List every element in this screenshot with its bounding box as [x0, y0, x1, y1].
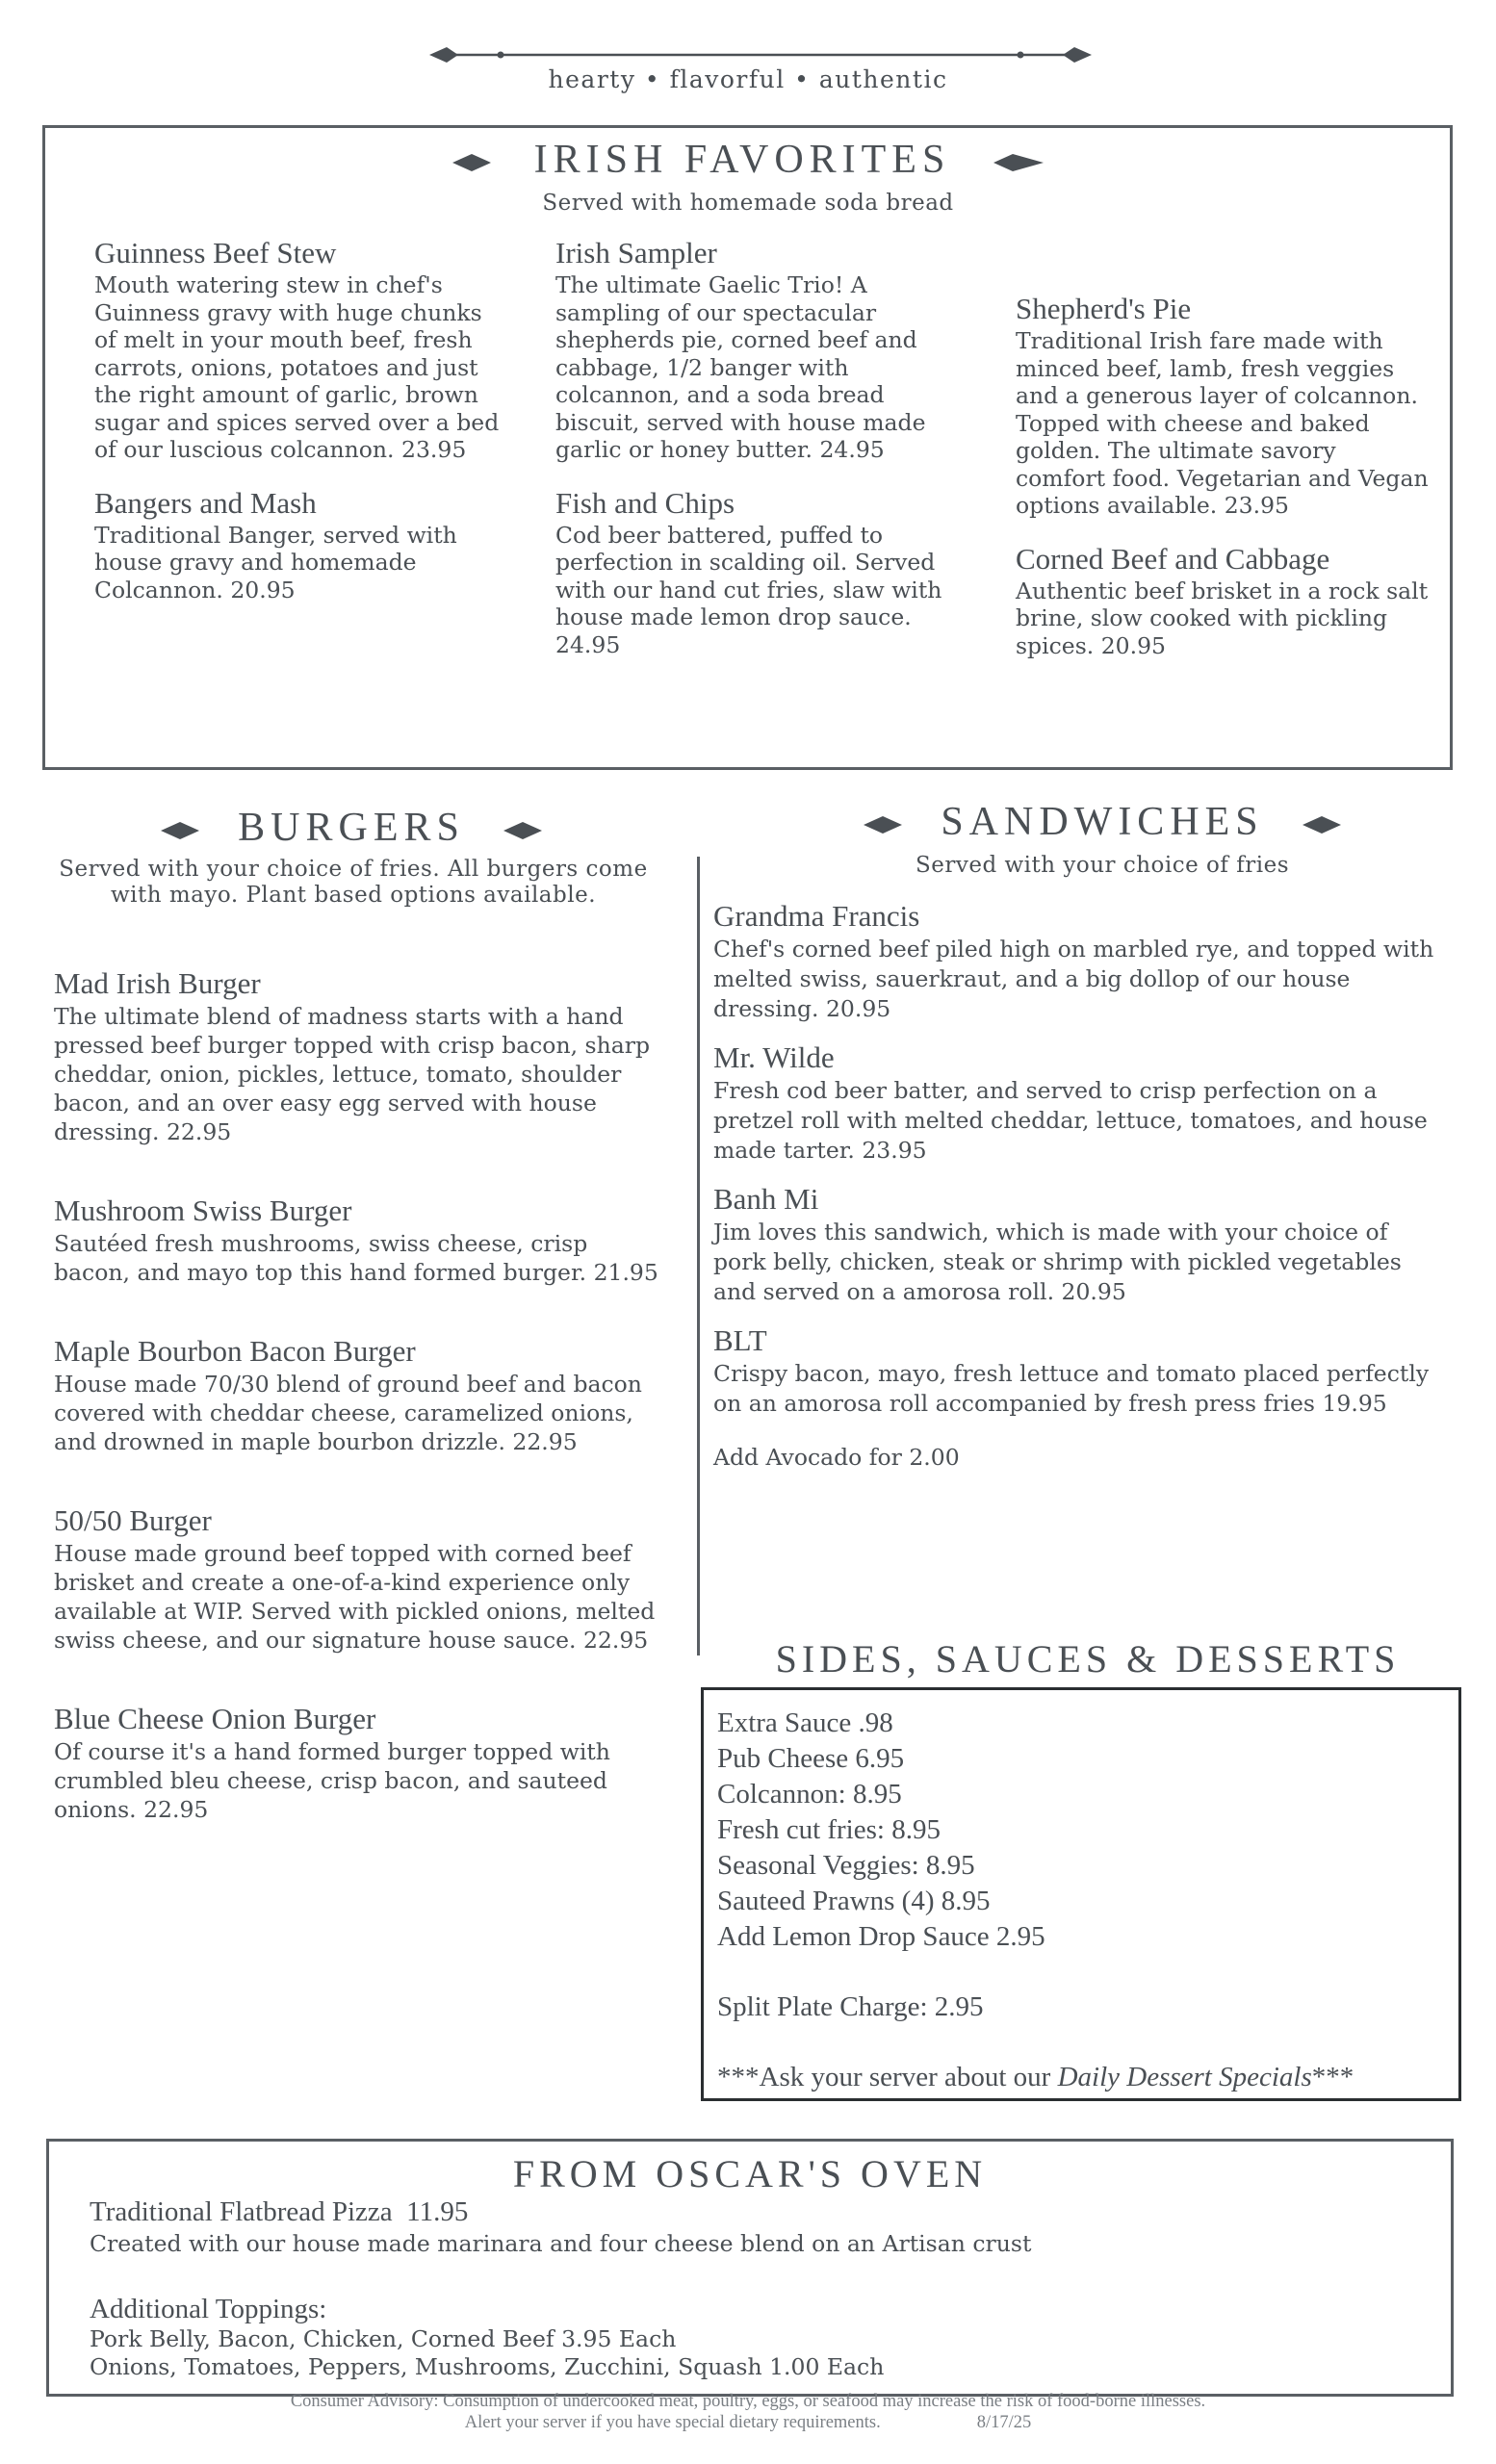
side-item: Sauteed Prawns (4) 8.95	[717, 1886, 991, 1916]
pizza-description: Created with our house made marinara and four cheese blend on an Artisan crust	[90, 2230, 1032, 2257]
menu-item	[713, 1040, 1445, 1166]
item-price: 22.95	[582, 1627, 649, 1654]
menu-date: 8/17/25	[976, 2413, 1032, 2432]
avocado-addon: Add Avocado for 2.00	[713, 1444, 960, 1471]
item-description: Crispy bacon, mayo, fresh lettuce and tomato placed perfectly on an amorosa roll accompanied by fresh press fries 19.95	[713, 1360, 1430, 1417]
pizza-name: Traditional Flatbread Pizza 11.95	[90, 2196, 469, 2227]
sides-list	[717, 1706, 1354, 2095]
split-plate-charge: Split Plate Charge: 2.95	[717, 1991, 984, 2022]
diamond-right-icon	[502, 820, 544, 841]
dessert-specials-note: ***Ask your server about our Daily Dessert Specials***	[717, 2062, 1354, 2092]
item-description: Of course it's a hand formed burger topped with crumbled bleu cheese, crisp bacon, and sauteed onions. 22.95	[54, 1738, 610, 1823]
item-price: 20.95	[230, 576, 296, 603]
item-description: The ultimate Gaelic Trio! A sampling of our spectacular shepherds pie, corned beef and cabbage, 1/2 banger with colcannon, and a soda bread biscuit, served with house made garlic or honey butter. 24.95	[555, 271, 926, 463]
irish-favorites-heading	[0, 137, 1496, 183]
oscars-oven-section	[46, 2139, 1454, 2397]
item-name: Corned Beef and Cabbage	[1016, 541, 1330, 576]
burgers-title: BURGERS	[238, 806, 465, 850]
burgers-list	[54, 965, 670, 1824]
item-price: 22.95	[166, 1118, 232, 1145]
item-description: House made ground beef topped with corned beef brisket and create a one-of-a-kind experience only available at WIP. Served with pickled onions, melted swiss cheese, and our signature house sauce. 22.95	[54, 1540, 656, 1654]
sides-section	[701, 1687, 1461, 2101]
item-name: Fish and Chips	[555, 485, 735, 520]
item-name: 50/50 Burger	[54, 1503, 212, 1537]
item-name: Guinness Beef Stew	[94, 236, 337, 270]
item-name: Grandma Francis	[713, 899, 920, 933]
item-description: Traditional Irish fare made with minced beef, lamb, fresh veggies and a generous layer of colcannon. Topped with cheese and baked golden. The ultimate savory comfort food. Vegetarian and Vegan options available. 23.95	[1016, 327, 1429, 519]
menu-item	[555, 485, 971, 659]
item-name: BLT	[713, 1323, 767, 1357]
toppings-line: Onions, Tomatoes, Peppers, Mushrooms, Zucchini, Squash 1.00 Each	[90, 2353, 885, 2380]
item-price: 20.95	[1100, 631, 1166, 659]
sides-heading: SIDES, SAUCES & DESSERTS	[775, 1637, 1401, 1681]
item-name: Maple Bourbon Bacon Burger	[54, 1334, 416, 1368]
menu-item	[713, 1322, 1445, 1419]
item-description: Traditional Banger, served with house gravy and homemade Colcannon. 20.95	[94, 521, 457, 603]
sandwiches-subtitle: Served with your choice of fries	[915, 853, 1290, 878]
side-item: Add Lemon Drop Sauce 2.95	[717, 1921, 1045, 1952]
item-price: 23.95	[862, 1137, 927, 1164]
item-price: 23.95	[401, 436, 467, 463]
diamond-right-icon	[1301, 814, 1343, 835]
advisory-line: Consumer Advisory: Consumption of undercooked meat, poultry, eggs, or seafood may increase the risk of food-borne illnesses.	[290, 2392, 1206, 2411]
irish-favorites-title: IRISH FAVORITES	[533, 138, 951, 182]
item-price: 21.95	[593, 1259, 658, 1286]
menu-item	[713, 898, 1445, 1024]
side-item: Extra Sauce .98	[717, 1707, 893, 1738]
side-item: Pub Cheese 6.95	[717, 1743, 905, 1774]
menu-item	[1016, 541, 1432, 660]
diamond-left-icon	[159, 820, 201, 841]
item-price: 20.95	[825, 995, 891, 1022]
item-price: 23.95	[1224, 492, 1290, 519]
menu-item	[54, 1193, 670, 1287]
item-price: 20.95	[1061, 1278, 1126, 1305]
item-description: House made 70/30 blend of ground beef and bacon covered with cheddar cheese, caramelized onions, and drowned in maple bourbon drizzle. 22.95	[54, 1371, 642, 1455]
sandwiches-heading	[722, 799, 1483, 845]
item-description: Chef's corned beef piled high on marbled rye, and topped with melted swiss, sauerkraut, and a big dollop of our house dressing. 20.95	[713, 936, 1434, 1022]
item-description: Sautéed fresh mushrooms, swiss cheese, crisp bacon, and mayo top this hand formed burger. 21.95	[54, 1230, 658, 1286]
menu-item	[94, 485, 510, 604]
menu-item	[54, 965, 670, 1146]
item-name: Irish Sampler	[555, 236, 717, 270]
burgers-subtitle: Served with your choice of fries. All burgers come with mayo. Plant based options available.	[59, 857, 648, 908]
item-description: Authentic beef brisket in a rock salt brine, slow cooked with pickling spices. 20.95	[1016, 577, 1429, 659]
irish-favorites-subtitle: Served with homemade soda bread	[542, 191, 954, 216]
item-name: Shepherd's Pie	[1016, 292, 1192, 325]
column-divider	[697, 857, 700, 1656]
item-price: 24.95	[819, 436, 885, 463]
item-name: Blue Cheese Onion Burger	[54, 1702, 376, 1735]
item-price: 22.95	[143, 1796, 209, 1823]
oven-content	[90, 2195, 1418, 2381]
diamond-left-icon	[451, 152, 493, 173]
item-price: 24.95	[555, 630, 621, 658]
item-description: Mouth watering stew in chef's Guinness gravy with huge chunks of melt in your mouth beef, fresh carrots, onions, potatoes and just the right amount of garlic, brown sugar and spices served over a bed of our luscious colcannon. 23.95	[94, 271, 500, 463]
sandwiches-list	[713, 898, 1445, 1472]
item-name: Mr. Wilde	[713, 1040, 835, 1074]
menu-item	[1016, 291, 1432, 520]
item-name: Mad Irish Burger	[54, 966, 261, 1000]
menu-item	[713, 1181, 1445, 1307]
irish-column-3	[1016, 291, 1432, 659]
tagline: hearty • flavorful • authentic	[548, 65, 948, 93]
consumer-advisory	[0, 2391, 1496, 2433]
toppings-line: Pork Belly, Bacon, Chicken, Corned Beef 3.95 Each	[90, 2325, 677, 2352]
item-price: 22.95	[512, 1428, 578, 1455]
item-description: The ultimate blend of madness starts with a hand pressed beef burger topped with crisp bacon, sharp cheddar, onion, pickles, lettuce, tomato, shoulder bacon, and an over easy egg served with house dressing. 22.95	[54, 1003, 650, 1145]
item-name: Bangers and Mash	[94, 485, 317, 520]
item-description: Fresh cod beer batter, and served to crisp perfection on a pretzel roll with melted cheddar, lettuce, tomatoes, and house made tarter. 23.95	[713, 1077, 1428, 1164]
side-item: Seasonal Veggies: 8.95	[717, 1850, 975, 1881]
toppings-title: Additional Toppings:	[90, 2294, 327, 2324]
oscars-oven-title: FROM OSCAR'S OVEN	[512, 2152, 988, 2195]
menu-item	[54, 1701, 670, 1824]
side-item: Fresh cut fries: 8.95	[717, 1814, 941, 1845]
diamond-left-icon	[862, 814, 904, 835]
item-name: Banh Mi	[713, 1182, 819, 1216]
menu-item	[555, 235, 971, 464]
item-description: Jim loves this sandwich, which is made with your choice of pork belly, chicken, steak or shrimp with pickled vegetables and served on a amorosa roll. 20.95	[713, 1219, 1402, 1305]
sandwiches-title: SANDWICHES	[941, 800, 1264, 844]
item-description: Cod beer battered, puffed to perfection in scalding oil. Served with our hand cut fries, slaw with house made lemon drop sauce. 24.95	[555, 521, 942, 658]
burgers-heading	[0, 805, 703, 851]
item-name: Mushroom Swiss Burger	[54, 1194, 352, 1227]
diamond-right-icon	[992, 152, 1045, 173]
pizza-price: 11.95	[406, 2196, 469, 2227]
menu-item	[54, 1502, 670, 1655]
irish-column-1	[94, 235, 510, 603]
side-item: Colcannon: 8.95	[717, 1779, 902, 1810]
menu-item	[54, 1333, 670, 1456]
advisory-line-2: Alert your server if you have special dietary requirements. 8/17/25	[464, 2413, 1032, 2432]
item-price: 19.95	[1322, 1390, 1387, 1417]
menu-item	[94, 235, 510, 464]
irish-column-2	[555, 235, 971, 658]
